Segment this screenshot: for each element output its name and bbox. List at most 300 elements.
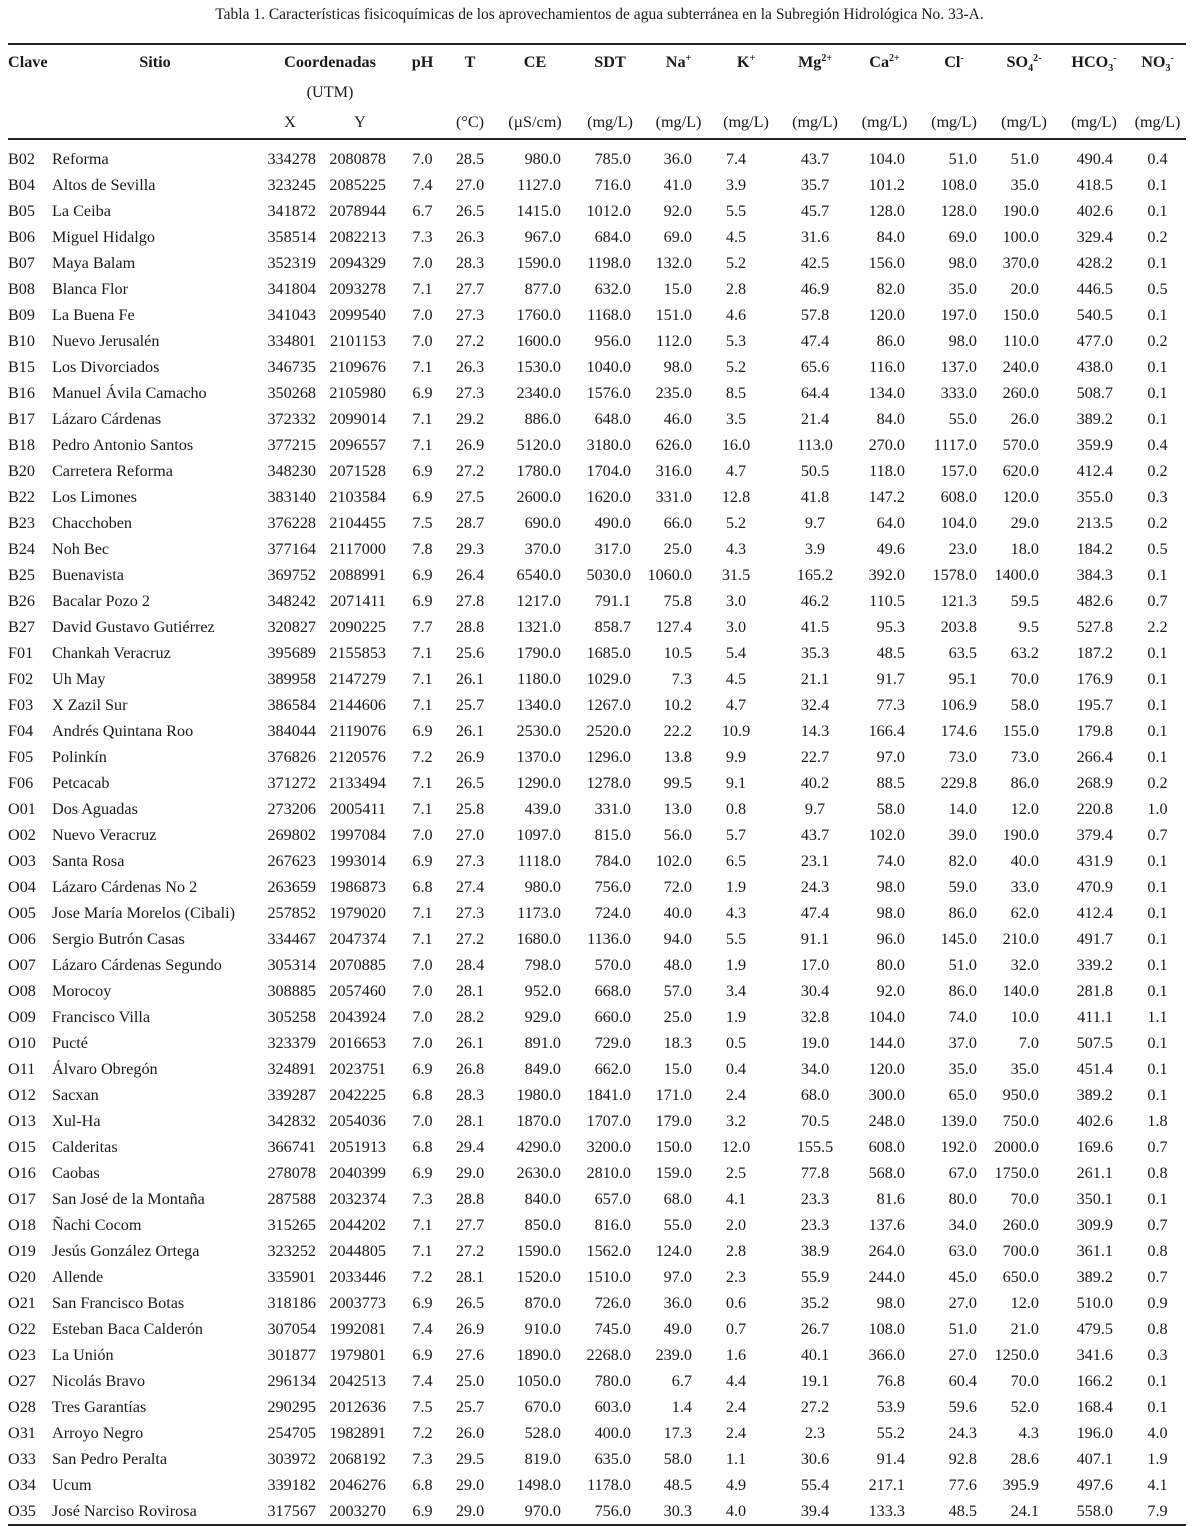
table-row [8, 1082, 1186, 1108]
cell-x: 335901 [267, 1267, 316, 1286]
cell-sitio: Maya Balam [52, 253, 136, 272]
cell-ca: 156.0 [868, 253, 905, 272]
cell-t: 27.2 [455, 331, 485, 350]
cell-no3: 0.1 [1147, 903, 1168, 922]
cell-sdt: 956.0 [594, 331, 631, 350]
cell-hco3: 350.1 [1076, 1189, 1113, 1208]
table-row [8, 874, 1186, 900]
cell-sitio: Bacalar Pozo 2 [52, 591, 150, 610]
cell-ph: 7.0 [412, 1007, 433, 1026]
cell-so4: 35.0 [1010, 1059, 1039, 1078]
cell-y: 1992081 [329, 1319, 386, 1338]
cell-sitio: Nicolás Bravo [52, 1371, 146, 1390]
cell-k: 12.0 [721, 1137, 751, 1156]
cell-k: 1.6 [725, 1345, 747, 1364]
cell-sitio: Ucum [52, 1475, 92, 1494]
cell-y: 2101153 [329, 331, 386, 350]
cell-sdt: 1029.0 [586, 669, 631, 688]
cell-ca: 97.0 [876, 747, 905, 766]
cell-sdt: 785.0 [594, 149, 631, 168]
cell-sitio: Pucté [52, 1033, 88, 1052]
table-row [8, 172, 1186, 198]
cell-cl: 203.8 [940, 617, 977, 636]
cell-cl: 174.6 [940, 721, 977, 740]
cell-ca: 110.5 [869, 591, 905, 610]
cell-y: 1982891 [329, 1423, 386, 1442]
cell-clave: B07 [8, 253, 35, 272]
cell-ph: 7.1 [412, 1241, 433, 1260]
cell-k: 5.2 [725, 513, 747, 532]
cell-k: 4.3 [725, 903, 747, 922]
cell-ce: 1415.0 [516, 201, 561, 220]
cell-cl: 98.0 [948, 253, 977, 272]
table-row [8, 614, 1186, 640]
table-row [8, 484, 1186, 510]
unit-mg: (mg/L) [780, 102, 850, 139]
cell-ph: 7.1 [412, 695, 433, 714]
cell-ce: 849.0 [524, 1059, 561, 1078]
unit-ca: (mg/L) [850, 102, 919, 139]
cell-ca: 120.0 [868, 1059, 905, 1078]
cell-na: 25.0 [663, 1007, 692, 1026]
cell-ca: 91.7 [876, 669, 905, 688]
cell-hco3: 490.4 [1076, 149, 1113, 168]
cell-k: 0.8 [725, 799, 747, 818]
cell-cl: 48.5 [919, 1498, 989, 1525]
cell-no3: 0.2 [1147, 331, 1168, 350]
cell-k: 1.1 [725, 1449, 747, 1468]
cell-ce: 840.0 [524, 1189, 561, 1208]
cell-so4: 20.0 [1010, 279, 1039, 298]
cell-hco3: 428.2 [1076, 253, 1113, 272]
cell-sitio: Sacxan [52, 1085, 99, 1104]
cell-sdt: 1040.0 [586, 357, 631, 376]
cell-so4: 190.0 [1002, 201, 1039, 220]
cell-t: 26.9 [455, 435, 485, 454]
table-row [8, 1160, 1186, 1186]
cell-sdt: 648.0 [594, 409, 631, 428]
cell-clave: O10 [8, 1033, 36, 1052]
cell-no3: 0.1 [1147, 1085, 1168, 1104]
cell-x: 389958 [267, 669, 316, 688]
cell-x: 303972 [267, 1449, 316, 1468]
cell-sdt: 858.7 [594, 617, 631, 636]
cell-mg: 17.0 [800, 955, 830, 974]
cell-so4: 120.0 [1002, 487, 1039, 506]
cell-mg: 34.0 [800, 1059, 830, 1078]
cell-mg: 55.4 [800, 1475, 830, 1494]
cell-cl: 34.0 [948, 1215, 977, 1234]
cell-ph: 6.9 [412, 383, 433, 402]
cell-na: 58.0 [663, 1449, 692, 1468]
cell-cl: 608.0 [940, 487, 977, 506]
cell-mg: 22.7 [800, 747, 830, 766]
cell-na: 30.3 [645, 1498, 712, 1525]
cell-hco3: 477.0 [1076, 331, 1113, 350]
cell-na: 150.0 [655, 1137, 692, 1156]
cell-mg: 19.0 [800, 1033, 830, 1052]
cell-t: 25.6 [455, 643, 485, 662]
cell-cl: 98.0 [948, 331, 977, 350]
table-row [8, 1004, 1186, 1030]
cell-cl: 77.6 [948, 1475, 977, 1494]
cell-clave: B27 [8, 617, 35, 636]
table-row [8, 1498, 1186, 1525]
cell-mg: 91.1 [800, 929, 830, 948]
cell-mg: 23.3 [800, 1189, 830, 1208]
cell-y: 2047374 [329, 929, 386, 948]
cell-ca: 133.3 [850, 1498, 919, 1525]
cell-x: 305258 [267, 1007, 316, 1026]
table-row [8, 198, 1186, 224]
cell-hco3: 341.6 [1076, 1345, 1113, 1364]
cell-no3: 1.8 [1147, 1111, 1168, 1130]
cell-mg: 113.0 [797, 435, 833, 454]
cell-cl: 192.0 [940, 1137, 977, 1156]
table-row [8, 770, 1186, 796]
cell-ph: 7.1 [412, 929, 433, 948]
table-row [8, 250, 1186, 276]
cell-hco3: 431.9 [1076, 851, 1113, 870]
cell-x: 352319 [267, 253, 316, 272]
cell-y: 2120576 [329, 747, 386, 766]
cell-clave: B20 [8, 461, 35, 480]
cell-sitio: La Ceiba [52, 201, 111, 220]
cell-ph: 7.4 [412, 1319, 433, 1338]
cell-sdt: 657.0 [594, 1189, 631, 1208]
cell-sdt: 1620.0 [586, 487, 631, 506]
cell-no3: 0.1 [1147, 695, 1168, 714]
cell-hco3: 527.8 [1076, 617, 1113, 636]
cell-sdt: 1510.0 [586, 1267, 631, 1286]
cell-x: 305314 [267, 955, 316, 974]
cell-t: 27.0 [455, 175, 485, 194]
cell-sdt: 1841.0 [586, 1085, 631, 1104]
cell-t: 29.2 [455, 409, 485, 428]
cell-so4: 260.0 [1002, 1215, 1039, 1234]
cell-ph: 7.3 [412, 1189, 433, 1208]
cell-no3: 0.9 [1147, 1293, 1168, 1312]
cell-ca: 101.2 [868, 175, 905, 194]
cell-k: 4.0 [712, 1498, 780, 1525]
cell-sitio: Sergio Butrón Casas [52, 929, 185, 948]
cell-k: 2.4 [725, 1397, 747, 1416]
cell-x: 366741 [267, 1137, 316, 1156]
cell-no3: 0.5 [1147, 279, 1168, 298]
cell-ca: 147.2 [868, 487, 905, 506]
cell-sitio: Andrés Quintana Roo [52, 721, 194, 740]
cell-mg: 70.5 [800, 1111, 830, 1130]
cell-y: 2147279 [329, 669, 386, 688]
cell-hco3: 359.9 [1076, 435, 1113, 454]
cell-sitio: Arroyo Negro [52, 1423, 144, 1442]
cell-na: 66.0 [663, 513, 692, 532]
table-row [8, 952, 1186, 978]
cell-sdt: 816.0 [594, 1215, 631, 1234]
cell-t: 26.5 [455, 773, 485, 792]
cell-y: 2133494 [329, 773, 386, 792]
cell-y: 1979801 [329, 1345, 386, 1364]
cell-t: 29.5 [455, 1449, 485, 1468]
cell-no3: 0.8 [1147, 1319, 1168, 1338]
cell-ph: 6.8 [412, 1475, 433, 1494]
header-no3: $NO_3^-$ [1129, 44, 1186, 83]
cell-no3: 7.9 [1129, 1498, 1186, 1525]
cell-t: 28.3 [455, 1085, 485, 1104]
cell-sitio: San Francisco Botas [52, 1293, 185, 1312]
cell-x: 320827 [267, 617, 316, 636]
cell-na: 179.0 [655, 1111, 692, 1130]
cell-sitio: Los Divorciados [52, 357, 160, 376]
cell-ca: 392.0 [868, 565, 905, 584]
cell-sitio: David Gustavo Gutiérrez [52, 617, 215, 636]
cell-cl: 60.4 [948, 1371, 977, 1390]
cell-cl: 157.0 [940, 461, 977, 480]
cell-mg: 40.1 [800, 1345, 830, 1364]
cell-y: 2057460 [329, 981, 386, 1000]
cell-t: 27.3 [455, 903, 485, 922]
cell-mg: 43.7 [800, 149, 830, 168]
cell-na: 6.7 [671, 1371, 692, 1390]
cell-mg: 77.8 [800, 1163, 830, 1182]
cell-na: 72.0 [663, 877, 692, 896]
cell-y: 2119076 [329, 721, 386, 740]
cell-hco3: 451.4 [1076, 1059, 1113, 1078]
cell-mg: 24.3 [800, 877, 830, 896]
cell-cl: 23.0 [948, 539, 977, 558]
cell-hco3: 179.8 [1076, 721, 1113, 740]
cell-hco3: 446.5 [1076, 279, 1113, 298]
table-row [8, 380, 1186, 406]
cell-ce: 1321.0 [516, 617, 561, 636]
cell-clave: O13 [8, 1111, 36, 1130]
cell-ca: 64.0 [876, 513, 905, 532]
cell-sdt: 780.0 [594, 1371, 631, 1390]
cell-k: 5.2 [725, 357, 747, 376]
cell-na: 1.4 [671, 1397, 692, 1416]
cell-hco3: 339.2 [1076, 955, 1113, 974]
cell-so4: 110.0 [1003, 331, 1039, 350]
cell-sdt: 2810.0 [586, 1163, 631, 1182]
cell-k: 2.4 [725, 1423, 747, 1442]
cell-ca: 86.0 [876, 331, 905, 350]
cell-sitio: Altos de Sevilla [52, 175, 156, 194]
header-cl: Cl- [919, 44, 989, 83]
cell-t: 27.4 [455, 877, 485, 896]
cell-clave: O12 [8, 1085, 36, 1104]
header-t: T [445, 44, 495, 83]
cell-hco3: 507.5 [1076, 1033, 1113, 1052]
cell-mg: 30.4 [800, 981, 830, 1000]
cell-x: 323252 [267, 1241, 316, 1260]
unit-cl: (mg/L) [919, 102, 989, 139]
cell-ce: 1173.0 [517, 903, 561, 922]
cell-sitio: Noh Bec [52, 539, 110, 558]
cell-x: 301877 [267, 1345, 316, 1364]
cell-mg: 47.4 [800, 331, 830, 350]
cell-sitio: Xul-Ha [52, 1111, 101, 1130]
cell-ce: 670.0 [524, 1397, 561, 1416]
cell-x: 376826 [267, 747, 316, 766]
cell-ce: 1520.0 [516, 1267, 561, 1286]
cell-sdt: 2520.0 [586, 721, 631, 740]
cell-so4: 40.0 [1010, 851, 1039, 870]
cell-na: 17.3 [663, 1423, 692, 1442]
cell-cl: 27.0 [948, 1293, 977, 1312]
cell-no3: 0.1 [1147, 383, 1168, 402]
cell-y: 2155853 [329, 643, 386, 662]
cell-ph: 7.4 [412, 1371, 433, 1390]
cell-sitio: Jose María Morelos (Cibali) [52, 903, 235, 922]
cell-ce: 819.0 [524, 1449, 561, 1468]
table-row [8, 458, 1186, 484]
unit-hco3: (mg/L) [1059, 102, 1129, 139]
cell-cl: 67.0 [948, 1163, 977, 1182]
header-ph: pH [400, 44, 445, 83]
cell-cl: 63.5 [948, 643, 977, 662]
cell-x: 317567 [260, 1498, 320, 1525]
cell-na: 124.0 [655, 1241, 692, 1260]
cell-y: 2082213 [329, 227, 386, 246]
cell-so4: 24.1 [989, 1498, 1059, 1525]
cell-na: 94.0 [663, 929, 692, 948]
cell-ca: 55.2 [876, 1423, 905, 1442]
cell-sdt: 5030.0 [586, 565, 631, 584]
cell-mg: 19.1 [800, 1371, 830, 1390]
cell-cl: 137.0 [940, 357, 977, 376]
cell-cl: 14.0 [948, 799, 977, 818]
cell-k: 9.9 [725, 747, 747, 766]
cell-x: 346735 [267, 357, 316, 376]
cell-k: 2.0 [725, 1215, 747, 1234]
cell-hco3: 268.9 [1076, 773, 1113, 792]
cell-k: 12.8 [721, 487, 751, 506]
table-body [8, 139, 1186, 1525]
cell-ca: 102.0 [868, 825, 905, 844]
cell-x: 334467 [267, 929, 316, 948]
table-row [8, 1290, 1186, 1316]
cell-mg: 165.2 [796, 565, 834, 584]
cell-clave: O19 [8, 1241, 36, 1260]
cell-y: 2044805 [329, 1241, 386, 1260]
cell-k: 4.4 [725, 1371, 747, 1390]
cell-ce: 1050.0 [516, 1371, 561, 1390]
cell-ca: 568.0 [868, 1163, 905, 1182]
cell-y: 2099014 [329, 409, 386, 428]
unit-na: (mg/L) [645, 102, 712, 139]
cell-ca: 217.1 [868, 1475, 905, 1494]
cell-clave: O18 [8, 1215, 36, 1234]
cell-sdt: 1278.0 [586, 773, 631, 792]
cell-k: 4.7 [725, 695, 747, 714]
cell-clave: O28 [8, 1397, 36, 1416]
cell-k: 2.3 [725, 1267, 747, 1286]
cell-so4: 58.0 [1010, 695, 1039, 714]
cell-so4: 73.0 [1010, 747, 1039, 766]
cell-sitio: Manuel Ávila Camacho [52, 383, 207, 402]
cell-x: 269802 [267, 825, 316, 844]
cell-na: 46.0 [663, 409, 692, 428]
cell-y: 2016653 [329, 1033, 386, 1052]
table-row [8, 1446, 1186, 1472]
cell-t: 28.1 [455, 1267, 485, 1286]
cell-na: 36.0 [663, 1293, 692, 1312]
cell-ph: 7.2 [412, 1267, 433, 1286]
cell-cl: 35.0 [948, 1059, 977, 1078]
cell-ce: 2630.0 [516, 1163, 561, 1182]
cell-na: 112.0 [656, 331, 692, 350]
cell-t: 29.3 [455, 539, 485, 558]
cell-sdt: 1136.0 [587, 929, 631, 948]
cell-ce: 1870.0 [516, 1111, 561, 1130]
table-row [8, 354, 1186, 380]
cell-t: 29.0 [445, 1498, 495, 1525]
cell-y: 2090225 [329, 617, 386, 636]
table-row [8, 562, 1186, 588]
cell-k: 5.5 [725, 201, 747, 220]
cell-k: 3.5 [725, 409, 747, 428]
cell-no3: 0.8 [1147, 1241, 1168, 1260]
cell-k: 9.1 [725, 773, 747, 792]
cell-mg: 14.3 [800, 721, 830, 740]
cell-sdt: 724.0 [594, 903, 631, 922]
cell-x: 395689 [267, 643, 316, 662]
cell-mg: 21.1 [800, 669, 830, 688]
cell-sdt: 570.0 [594, 955, 631, 974]
cell-sdt: 1685.0 [586, 643, 631, 662]
cell-mg: 9.7 [804, 799, 826, 818]
cell-so4: 10.0 [1010, 1007, 1039, 1026]
cell-na: 102.0 [655, 851, 692, 870]
table-row [8, 1056, 1186, 1082]
cell-y: 2032374 [329, 1189, 386, 1208]
cell-k: 1.9 [725, 877, 747, 896]
cell-clave: O15 [8, 1137, 36, 1156]
cell-x: 308885 [267, 981, 316, 1000]
cell-ce: 1590.0 [516, 1241, 561, 1260]
cell-mg: 31.6 [800, 227, 830, 246]
cell-na: 13.0 [663, 799, 692, 818]
cell-sdt: 603.0 [594, 1397, 631, 1416]
table-row [8, 1316, 1186, 1342]
cell-y: 2078944 [329, 201, 386, 220]
cell-sdt: 1198.0 [587, 253, 631, 272]
cell-k: 31.5 [721, 565, 751, 584]
cell-ca: 300.0 [868, 1085, 905, 1104]
cell-y: 2068192 [329, 1449, 386, 1468]
cell-ca: 248.0 [868, 1111, 905, 1130]
cell-t: 26.1 [455, 721, 485, 740]
cell-so4: 155.0 [1002, 721, 1039, 740]
cell-hco3: 281.8 [1076, 981, 1113, 1000]
cell-ph: 7.7 [412, 617, 433, 636]
cell-clave: B17 [8, 409, 35, 428]
cell-mg: 32.8 [800, 1007, 830, 1026]
table-row [8, 1342, 1186, 1368]
cell-so4: 240.0 [1002, 357, 1039, 376]
cell-hco3: 187.2 [1076, 643, 1113, 662]
cell-clave: B09 [8, 305, 35, 324]
cell-y: 2040399 [329, 1163, 386, 1182]
cell-sdt: 1178.0 [587, 1475, 631, 1494]
cell-y: 1993014 [329, 851, 386, 870]
cell-x: 323245 [267, 175, 316, 194]
cell-na: 316.0 [655, 461, 692, 480]
cell-na: 7.3 [671, 669, 692, 688]
cell-hco3: 479.5 [1076, 1319, 1113, 1338]
cell-ca: 264.0 [868, 1241, 905, 1260]
cell-x: 273206 [267, 799, 316, 818]
